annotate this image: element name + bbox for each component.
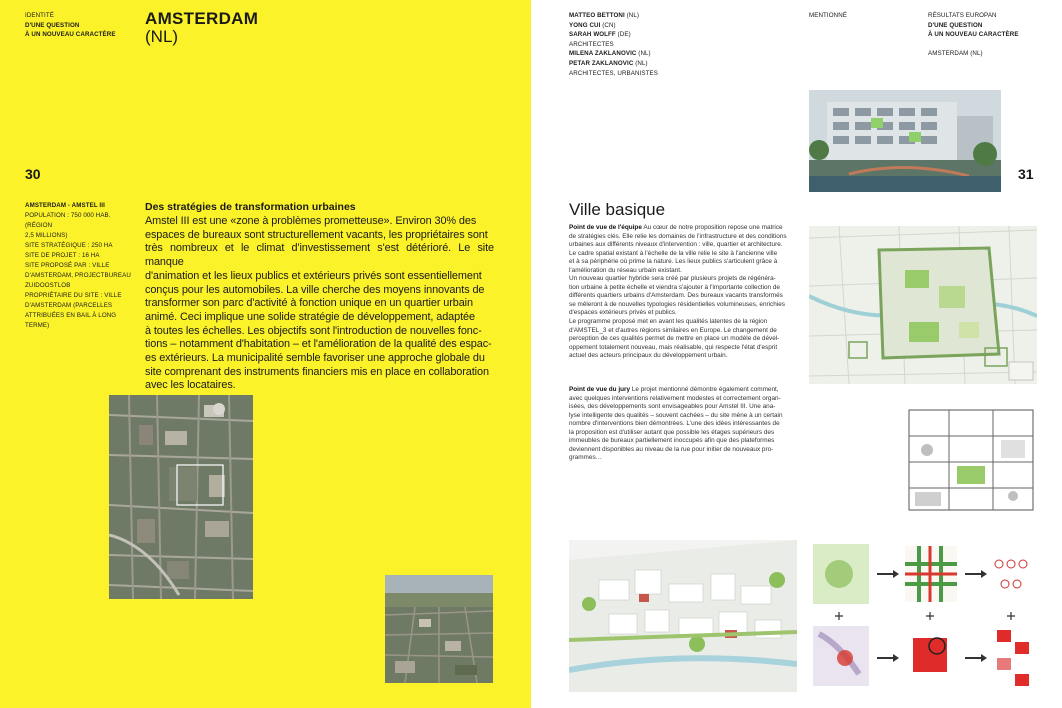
site-info-line: D'AMSTERDAM, PROJECTBUREAU (25, 272, 131, 279)
body-line: urbaines aux différents niveaux d'intervention : ville, quartier et architecture. (569, 241, 783, 249)
body-line: l'amélioration du réseau urbain existant. (569, 266, 682, 274)
city-name: AMSTERDAM (145, 9, 259, 28)
left-meta (25, 11, 116, 40)
team-member-country: (NL) (633, 59, 648, 67)
project-title: Ville basique (569, 200, 666, 219)
section-heading: Des stratégies de transformation urbaines (145, 201, 356, 213)
body-line: Le cadre spatial existant à l'échelle de la ville relie le site à l'ancienne ville (569, 249, 778, 257)
jury-view-text (569, 386, 798, 463)
body-line: grammes… (569, 454, 603, 462)
team-member (569, 30, 709, 40)
body-line: oppement totalement nouveau, mais réalisable, qui respecte l'état d'esprit (569, 343, 778, 351)
meta-line: À UN NOUVEAU CARACTÈRE (25, 31, 116, 39)
body-line: actuel des acteurs principaux du développement urbain. (569, 352, 728, 360)
site-info (25, 201, 137, 331)
team-member-name: MILENA ZAKLANOVIC (569, 50, 637, 58)
body-line: de stratégies clés. Elle relie les domaines de l'infrastructure et des conditions (569, 232, 787, 240)
meta-line: D'UNE QUESTION (25, 21, 80, 29)
team-member-name: PETAR ZAKLANOVIC (569, 59, 634, 67)
body-line: perception de ces qualités permet de mettre en place un modèle de dével- (569, 335, 780, 343)
body-line: tion urbaine à petite échelle et viendra s'ajouter à l'importante collection de (569, 283, 780, 291)
team-credits (569, 11, 709, 78)
team-view-label: Point de vue de l'équipe (569, 224, 642, 231)
body-line: avec quelques interventions relativement modestes et correctement organ- (569, 394, 781, 402)
team-member (569, 21, 709, 31)
lead-line: Amstel III est une «zone à problèmes prometteuse». Environ 30% des (145, 215, 477, 227)
masterplan-image (809, 226, 1037, 384)
aerial-map-image (109, 395, 253, 599)
body-line: la proposition est d'utiliser autant que possible les étages supérieurs des (569, 428, 775, 436)
team-member-country: (NL) (624, 12, 640, 19)
meta-line: IDENTITÉ (25, 12, 54, 19)
site-info-line: SITE STRATÉGIQUE : 250 HA (25, 242, 113, 249)
body-line (569, 224, 798, 233)
site-info-line: AMSTERDAM - AMSTEL III (25, 202, 105, 209)
building-render-image (809, 90, 1001, 192)
site-info-line: D'AMSTERDAM (PARCELLES (25, 302, 113, 309)
results-line: À UN NOUVEAU CARACTÈRE (928, 31, 1019, 39)
award-label: MENTIONNÉ (809, 12, 848, 19)
team-member (569, 59, 709, 69)
lead-line: transformer son parc d'activité à fonction unique en un quartier urbain (145, 297, 473, 310)
section-drawing-image (905, 406, 1037, 514)
body-line: d'AMSTEL_3 et d'autres régions similaires en Europe. Le changement de (569, 326, 777, 334)
site-info-line: PROPRIÉTAIRE DU SITE : VILLE (25, 292, 122, 299)
lead-line: très nombreux et le climat d'investissement s'est détérioré. Le site manque (145, 242, 494, 269)
right-page (531, 0, 1062, 708)
strategy-diagram-image (809, 534, 1037, 692)
body-line: Le programme proposé met en avant les qualités latentes de la région (569, 318, 768, 326)
lead-line: site comprenant des instruments financiers mis en place en collaboration (145, 365, 489, 378)
team-member (569, 49, 709, 59)
site-info-line: POPULATION : 750 000 HAB. (RÉGION (25, 212, 111, 229)
site-info-line: SITE DE PROJET : 16 HA (25, 252, 100, 259)
jury-view-label: Point de vue du jury (569, 386, 631, 393)
body-text: Au cœur de notre proposition repose une matrice (641, 224, 783, 231)
page-number: 31 (1018, 166, 1034, 182)
team-member-name: SARAH WOLFF (569, 31, 616, 39)
body-line (569, 386, 798, 395)
results-city: AMSTERDAM (NL) (928, 49, 983, 57)
body-line: d'espaces extérieurs privés et publics. (569, 309, 677, 317)
site-info-line: 2,5 MILLIONS) (25, 232, 68, 239)
body-line: se mêleront à de nouvelles typologies résidentielles volumineuses, enrichies (569, 300, 785, 308)
lead-line: animé. Ceci implique une solide stratégie de développement, adaptée (145, 310, 475, 323)
lead-line: à toutes les échelles. Les objectifs sont l'introduction de nouvelles fonc- (145, 324, 482, 337)
team-member-country: (NL) (636, 50, 651, 58)
lead-line: espaces de bureaux sont structurellement vacants, les propriétaires sont (145, 228, 488, 241)
site-info-line: ZUIDOOSTLOB (25, 282, 71, 289)
page-number: 30 (25, 166, 41, 182)
results-meta (928, 11, 1048, 58)
aerial-photo-image (385, 575, 493, 683)
aerial-render-image (569, 540, 797, 692)
results-line: RÉSULTATS EUROPAN (928, 12, 997, 19)
team-member (569, 11, 709, 21)
team-view-text (569, 224, 798, 361)
lead-line: tions – notamment d'habitation – et l'amélioration de la qualité des espac- (145, 338, 492, 351)
lead-line: d'animation et les lieux publics et extérieurs privés sont essentiellement (145, 269, 482, 282)
body-line: différents quartiers urbains d'Amsterdam. Des bureaux vacants transformés (569, 292, 783, 300)
team-member-country: (DE) (615, 31, 631, 39)
team-role: ARCHITECTES, URBANISTES (569, 69, 658, 77)
team-member-name: YONG CUI (569, 21, 601, 29)
results-line: D'UNE QUESTION (928, 21, 983, 29)
body-line: deviennent disponibles au niveau de la rue pour initier de nouveaux pro- (569, 445, 774, 453)
lead-line: avec les locataires. (145, 379, 236, 392)
city-title (145, 10, 258, 46)
team-role: ARCHITECTES (569, 40, 614, 48)
body-line: isées, des développements sont envisageables pour Amstel III. Une ana- (569, 403, 776, 411)
body-line: nombre d'interventions bien démontrées. L'une des idées intéressantes de (569, 420, 780, 428)
lead-paragraph (145, 215, 494, 393)
lead-line: es extérieurs. La municipalité semble favoriser une approche globale du (145, 352, 485, 365)
site-info-line: SITE PROPOSÉ PAR : VILLE (25, 262, 110, 269)
lead-line: conçus pour les automobiles. La ville cherche des moyens innovants de (145, 283, 485, 296)
body-text: Le projet mentionné démontre également comment, (630, 386, 779, 393)
country-code: (NL) (145, 27, 179, 46)
body-line: et à sa périphérie où prime la nature. Les lieux publics s'articulent grâce à (569, 258, 778, 266)
site-info-line: ATTRIBUÉES EN BAIL À LONG TERME) (25, 312, 117, 329)
team-member-country: (CN) (600, 21, 616, 29)
body-line: lyse intelligente des qualités – souvent cachées – du site mène à un certain (569, 411, 783, 419)
body-line: Un nouveau quartier hybride sera créé par plusieurs projets de régénéra- (569, 275, 776, 283)
body-line: immeubles de bureaux partiellement inoccupés afin que des plateformes (569, 437, 775, 445)
team-member-name: MATTEO BETTONI (569, 12, 625, 19)
